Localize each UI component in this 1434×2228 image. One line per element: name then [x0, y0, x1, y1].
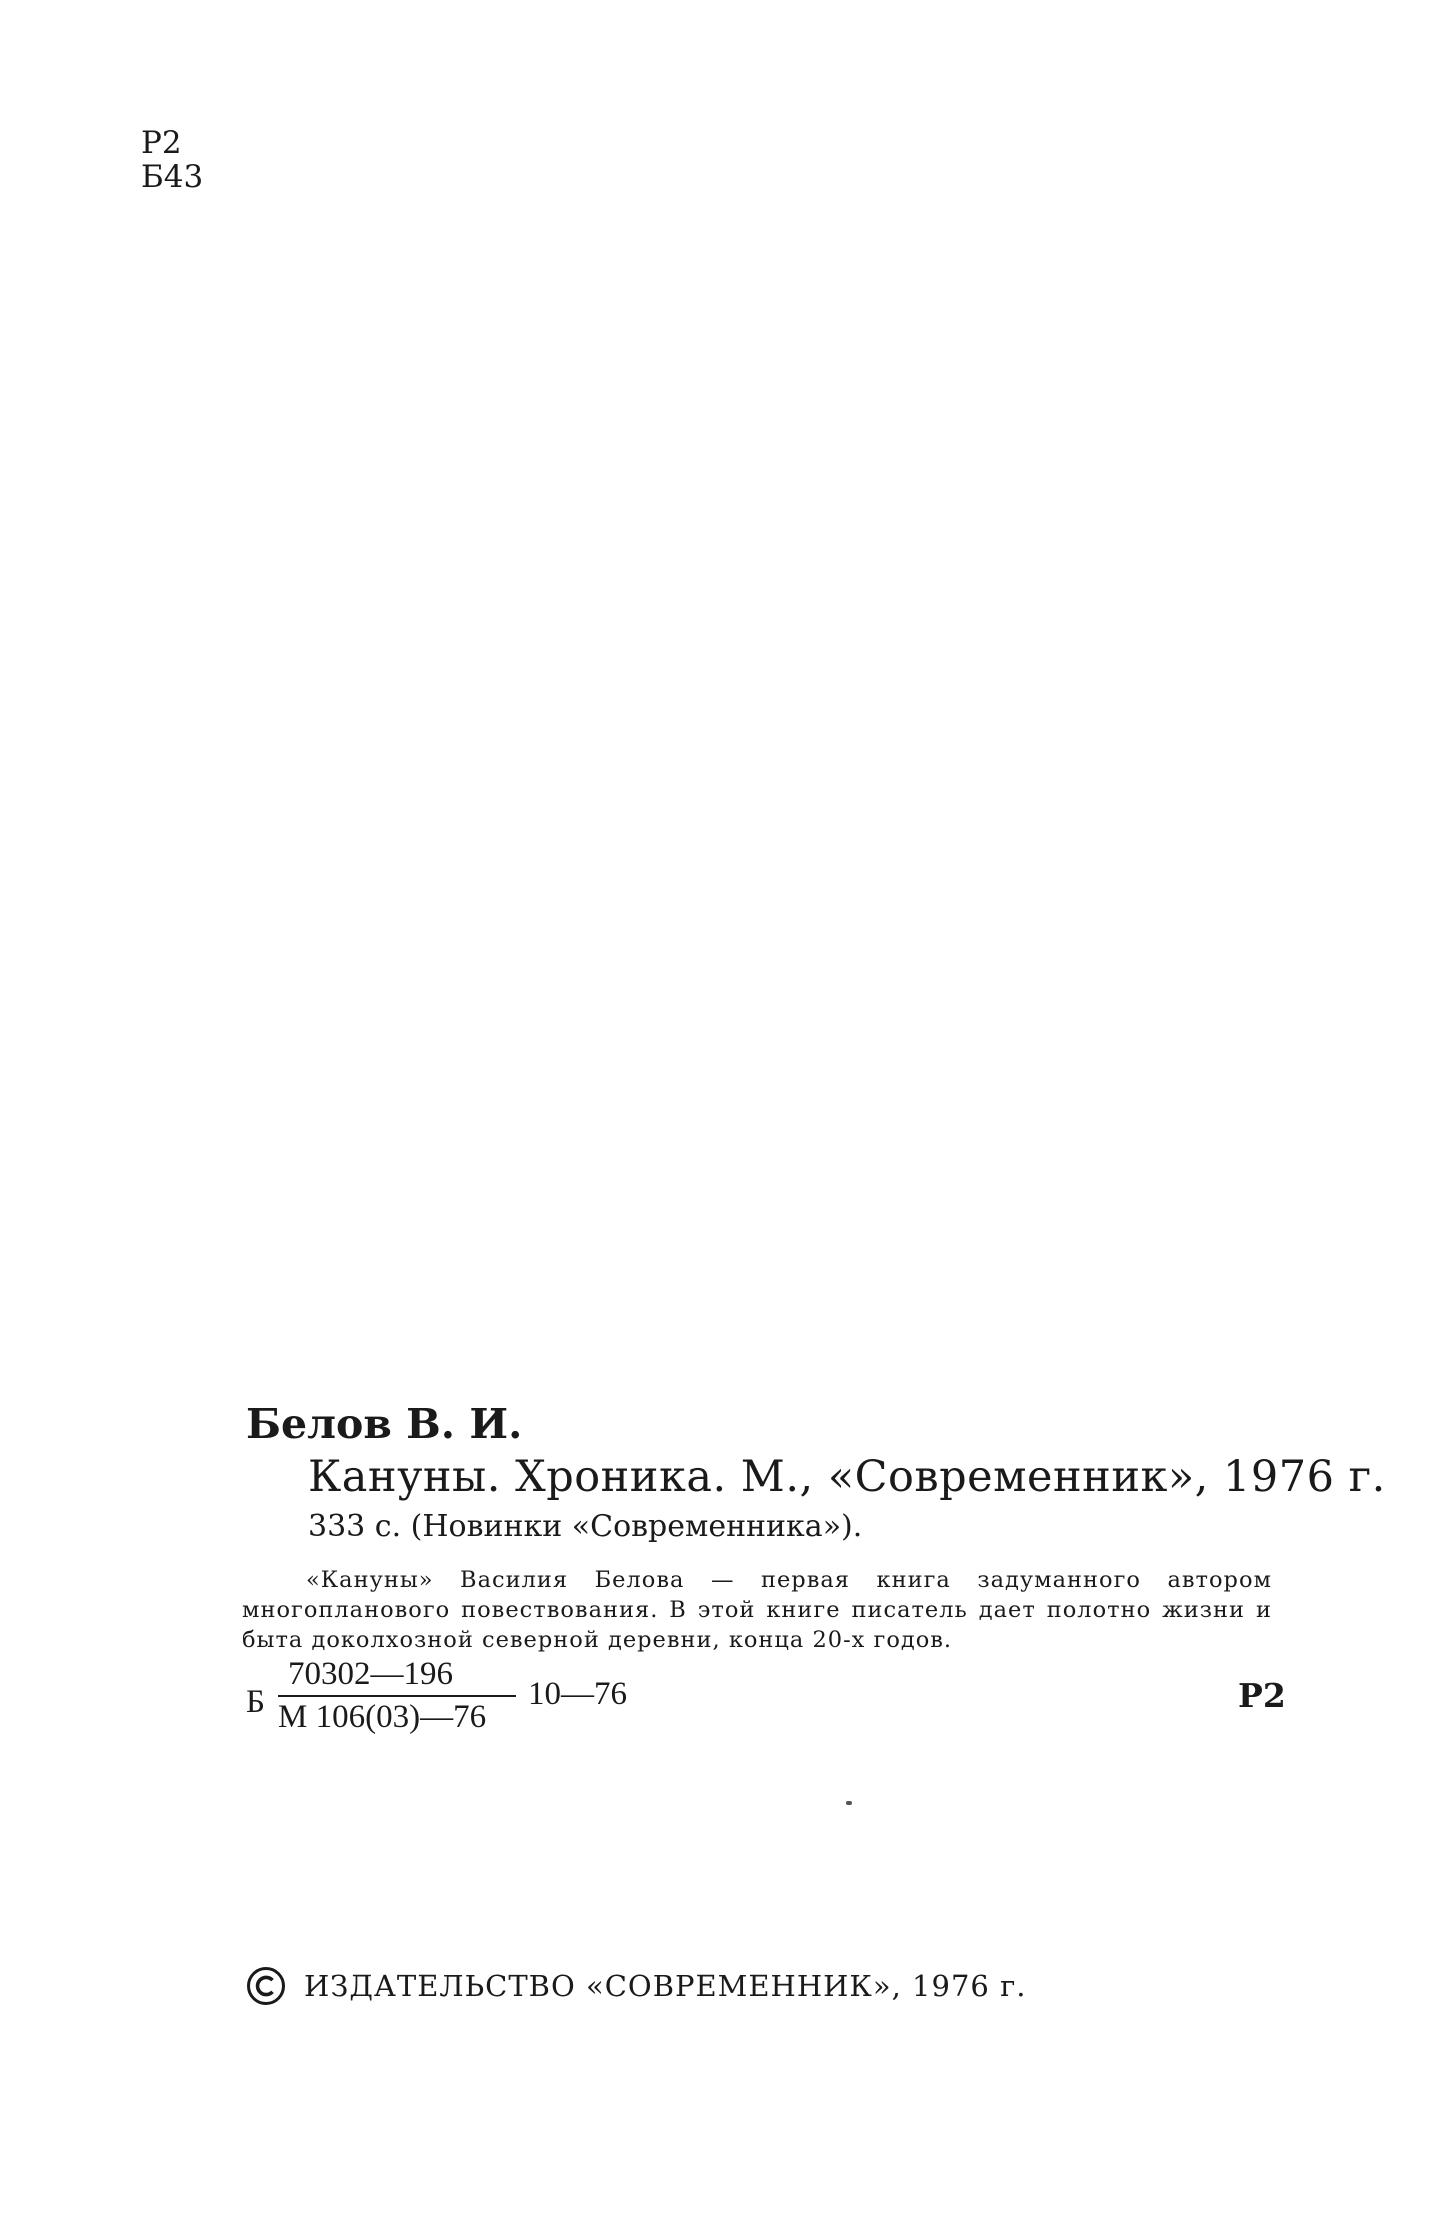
fraction-bar: [278, 1695, 516, 1697]
copyright-text: ИЗДАТЕЛЬСТВО «СОВРЕМЕННИК», 1976 г.: [304, 1969, 1027, 2003]
catalog-suffix: 10—76: [528, 1676, 627, 1712]
annotation-paragraph: [242, 1565, 1272, 1655]
copyright-circle-icon: [246, 1966, 286, 2006]
udc-code-line1: Р2: [141, 125, 182, 161]
catalog-classification: Р2: [1238, 1676, 1286, 1715]
pages-series-line: 333 с. (Новинки «Современника»).: [308, 1509, 863, 1544]
catalog-fraction: [278, 1656, 516, 1736]
catalog-denominator: М 106(03)—76: [278, 1699, 487, 1735]
copyright-line: [246, 1966, 1026, 2006]
author-name: Белов В. И.: [246, 1400, 523, 1448]
catalog-prefix: Б: [246, 1684, 265, 1720]
udc-code-line2: Б43: [141, 159, 204, 195]
print-speck: [846, 1801, 852, 1805]
book-title-line: Кануны. Хроника. М., «Современник», 1976 г.: [308, 1452, 1386, 1502]
annotation-text: «Кануны» Василия Белова — первая книга задуманного автором многопланового повествования. В этой книге писатель дает полотно жизни и быта доколхозной северной деревни, конца 20-х годов.: [242, 1567, 1272, 1653]
catalog-numerator: 70302—196: [288, 1656, 453, 1692]
udc-classification: [141, 126, 203, 194]
